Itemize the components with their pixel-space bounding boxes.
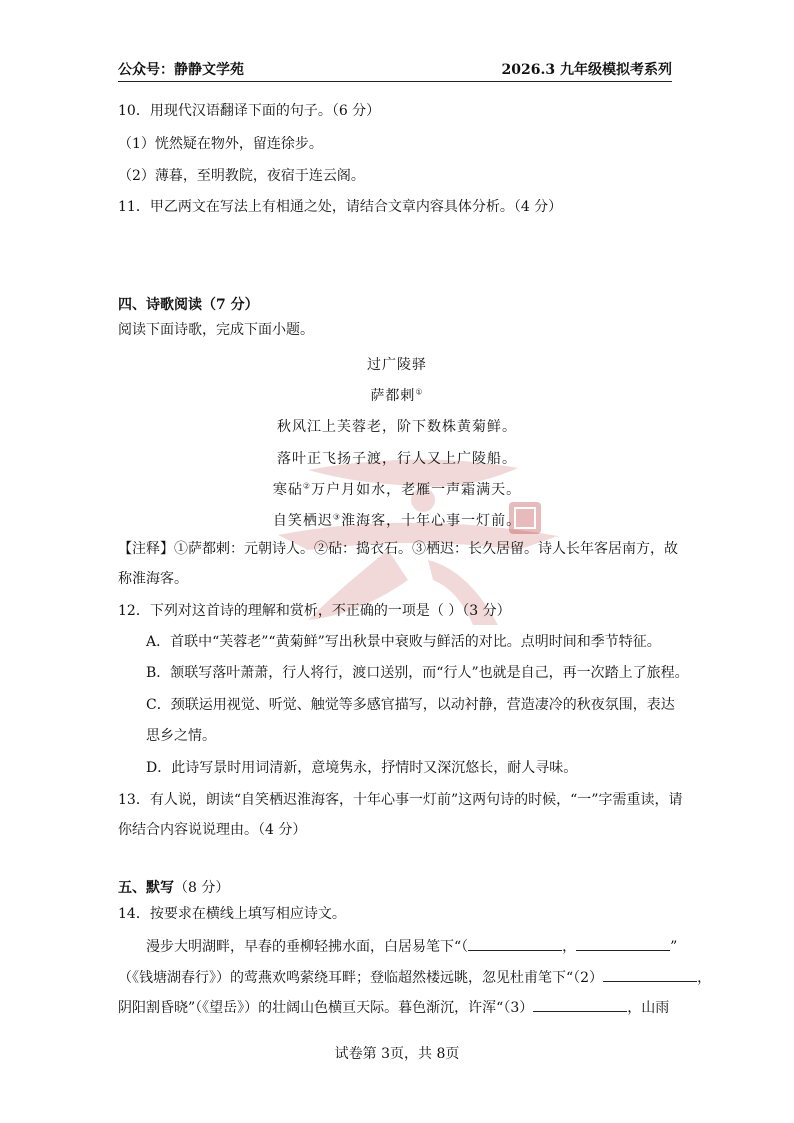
q14-para-line-2: （《钱塘湖春行》）的莺燕欢鸣萦绕耳畔；登临超然楼远眺，忽见杜甫笔下“（2） ， [118,970,712,986]
q11-stem: 11．甲乙两文在写法上有相通之处，请结合文章内容具体分析。（4 分） [118,199,563,215]
header-left: 公众号：静静文学苑 [118,62,244,78]
q10-sentence-2: （2）薄暮，至明教院，夜宿于连云阁。 [118,168,365,184]
q12-stem: 12．下列对这首诗的理解和赏析，不正确的一项是（ ）（3 分） [118,603,511,619]
q10-sentence-1: （1）恍然疑在物外，留连徐步。 [118,136,323,152]
q12-option-b: B．颔联写落叶萧萧，行人将行，渡口送别，而“行人”也就是自己，再一次踏上了旅程。 [146,665,689,681]
q14-para-line-3: 阴阳割昏晓”（《望岳》）的壮阔山色横亘天际。暮色渐沉，许浑“（3） ，山雨 [118,1000,670,1016]
page-footer: 试卷第 3页，共 8页 [334,1046,460,1062]
q13-line-1: 13．有人说，朗读“自笑栖迟淮海客，十年心事一灯前”这两句诗的时候，“一”字需重读，请 [118,792,683,808]
page-header [118,57,672,82]
q14-para-line-1: 漫步大明湖畔，早春的垂柳轻拂水面，白居易笔下“（ ， ” [146,939,678,955]
q14-stem: 14．按要求在横线上填写相应诗文。 [118,906,346,922]
poem-title: 过广陵驿 [367,357,427,373]
section5-title: 五、默写（8 分） [118,880,230,896]
q12-option-a: A．首联中“芙蓉老”“黄菊鲜”写出秋景中衰败与鲜活的对比。点明时间和季节特征。 [146,634,661,650]
poem-line-4: 自笑栖迟③淮海客，十年心事一灯前。 [272,512,522,529]
q12-option-c: C．颈联运用视觉、听觉、触觉等多感官描写，以动衬静，营造凄冷的秋夜氛围，表达 [146,697,675,713]
q10-stem: 10．用现代汉语翻译下面的句子。（6 分） [118,103,381,119]
answer-blank-3[interactable] [533,999,627,1012]
annotation-line-1: 【注释】①萨都剌：元朝诗人。②砧：捣衣石。③栖迟：长久居留。诗人长年客居南方，故 [118,541,678,557]
poem-line-3: 寒砧②万户月如水，老雁一声霜满天。 [272,481,522,498]
q13-line-2: 你结合内容说说理由。（4 分） [118,822,307,838]
q12-option-c-cont: 思乡之情。 [146,728,216,744]
answer-blank-1b[interactable] [576,938,670,951]
answer-blank-1a[interactable] [468,938,562,951]
poem-line-2: 落叶正飞扬子渡，行人又上广陵船。 [277,451,517,467]
section4-intro: 阅读下面诗歌，完成下面小题。 [118,322,314,338]
poem-line-1: 秋风江上芙蓉老，阶下数株黄菊鲜。 [277,419,517,435]
annotation-line-2: 称淮海客。 [118,571,188,587]
answer-blank-2[interactable] [603,969,697,982]
q12-option-d: D．此诗写景时用词清新，意境隽永，抒情时又深沉悠长，耐人寻味。 [146,760,578,776]
poem-author: 萨都剌① [370,387,424,404]
header-right: 2026.3 九年级模拟考系列 [501,62,672,78]
section4-title: 四、诗歌阅读（7 分） [118,297,259,313]
